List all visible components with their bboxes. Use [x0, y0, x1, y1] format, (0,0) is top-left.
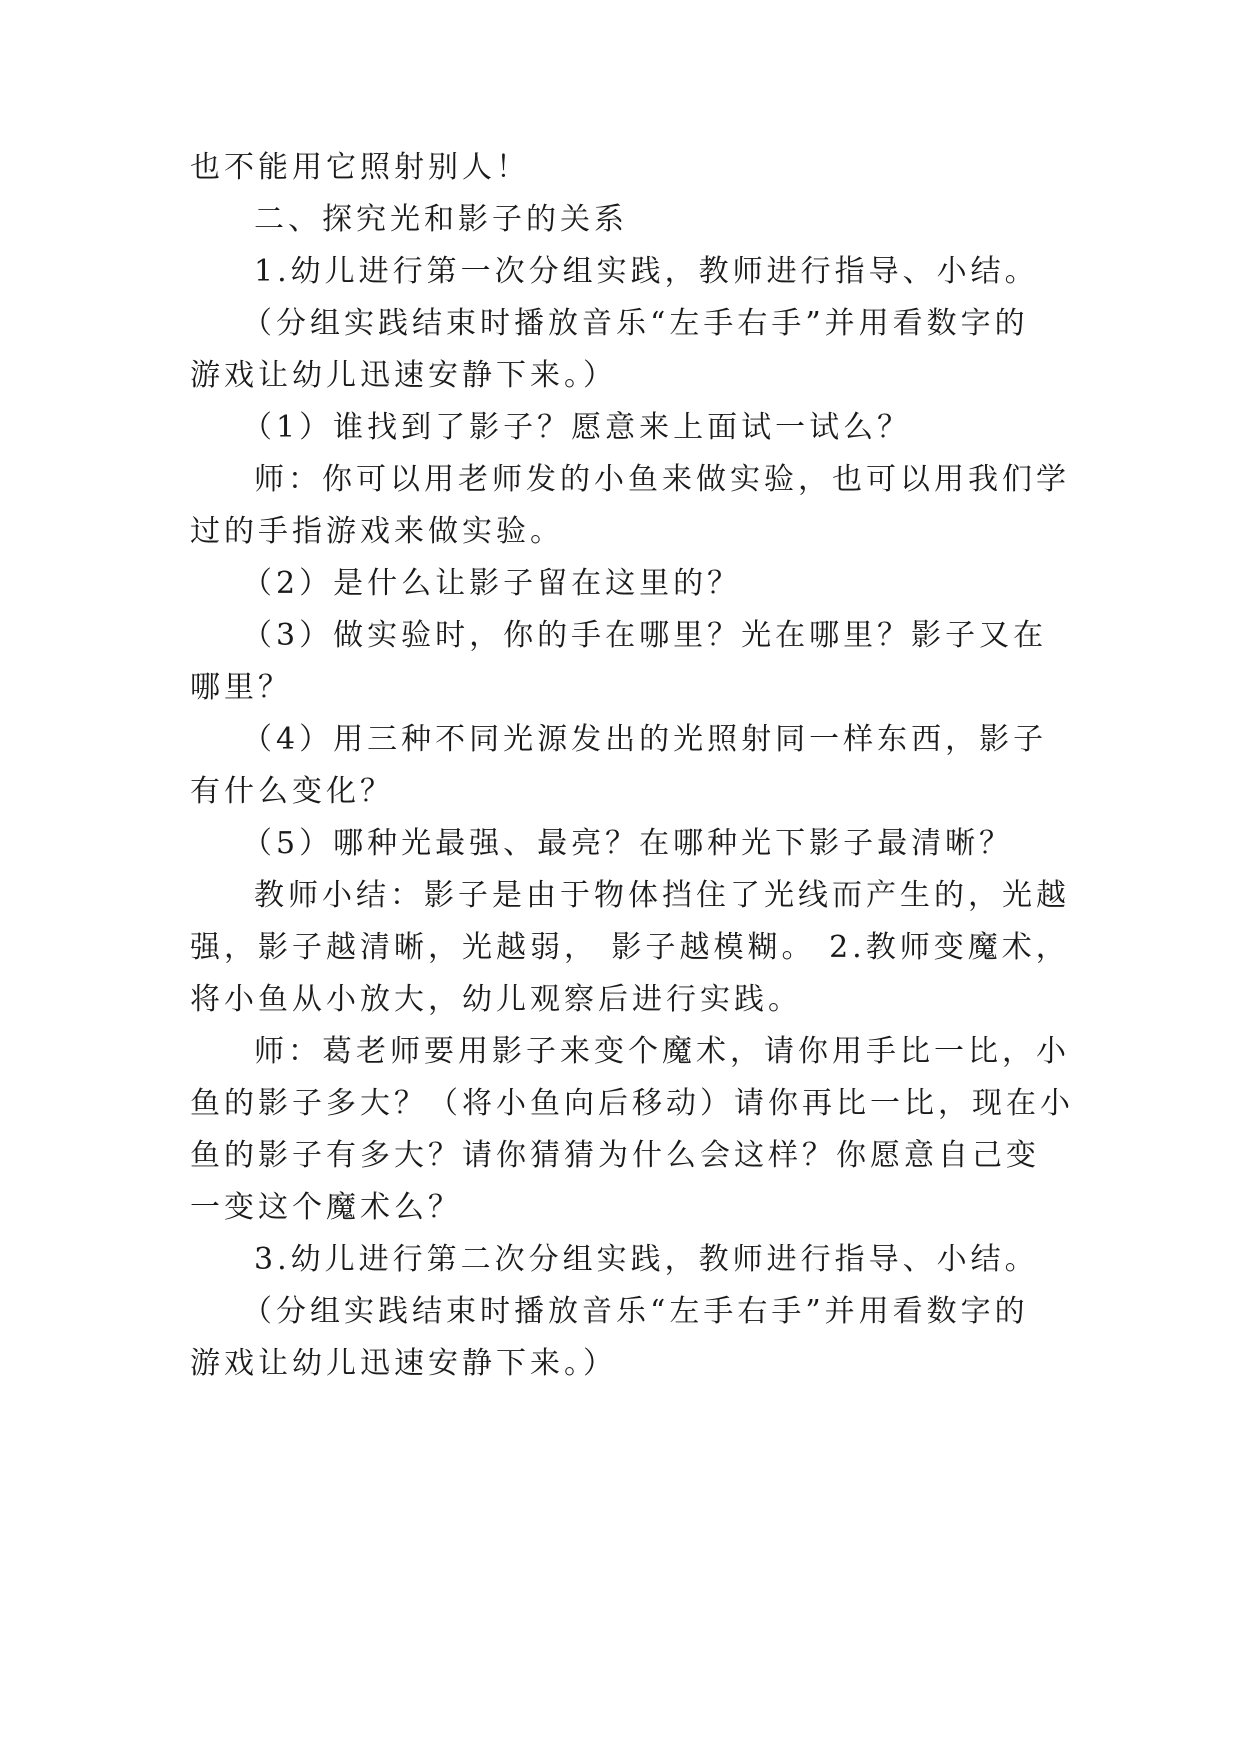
- text-line-5: 游戏让幼儿迅速安静下来。）: [190, 358, 617, 393]
- text-line-21: 一变这个魔术么？: [190, 1190, 462, 1225]
- text-line-19: 鱼的影子多大？（将小鱼向后移动）请你再比一比，现在小: [190, 1086, 1074, 1121]
- text-line-11: 哪里？: [190, 670, 292, 705]
- text-line-20: 鱼的影子有多大？请你猜猜为什么会这样？你愿意自己变: [190, 1138, 1040, 1173]
- text-line-4: （分组实践结束时播放音乐“左手右手”并用看数字的: [242, 306, 1029, 341]
- text-line-24: 游戏让幼儿迅速安静下来。）: [190, 1346, 617, 1381]
- text-line-16: 强，影子越清晰，光越弱， 影子越模糊。 2.教师变魔术，: [190, 930, 1070, 965]
- section-heading: 二、探究光和影子的关系: [254, 202, 628, 237]
- text-line-13: 有什么变化？: [190, 774, 394, 809]
- text-line-10: （3）做实验时，你的手在哪里？光在哪里？影子又在: [242, 618, 1048, 653]
- text-line-6: （1）谁找到了影子？愿意来上面试一试么？: [242, 410, 912, 445]
- text-line-17: 将小鱼从小放大，幼儿观察后进行实践。: [190, 982, 802, 1017]
- text-line-1: 也不能用它照射别人！: [190, 150, 530, 185]
- text-line-22: 3.幼儿进行第二次分组实践，教师进行指导、小结。: [254, 1242, 1039, 1277]
- text-line-7: 师：你可以用老师发的小鱼来做实验，也可以用我们学: [254, 462, 1070, 497]
- text-line-23: （分组实践结束时播放音乐“左手右手”并用看数字的: [242, 1294, 1029, 1329]
- text-line-14: （5）哪种光最强、最亮？在哪种光下影子最清晰？: [242, 826, 1014, 861]
- text-line-18: 师：葛老师要用影子来变个魔术，请你用手比一比，小: [254, 1034, 1070, 1069]
- text-line-12: （4）用三种不同光源发出的光照射同一样东西，影子: [242, 722, 1048, 757]
- text-line-8: 过的手指游戏来做实验。: [190, 514, 564, 549]
- text-line-15: 教师小结：影子是由于物体挡住了光线而产生的，光越: [254, 878, 1070, 913]
- text-line-9: （2）是什么让影子留在这里的？: [242, 566, 742, 601]
- text-line-3: 1.幼儿进行第一次分组实践，教师进行指导、小结。: [254, 254, 1039, 289]
